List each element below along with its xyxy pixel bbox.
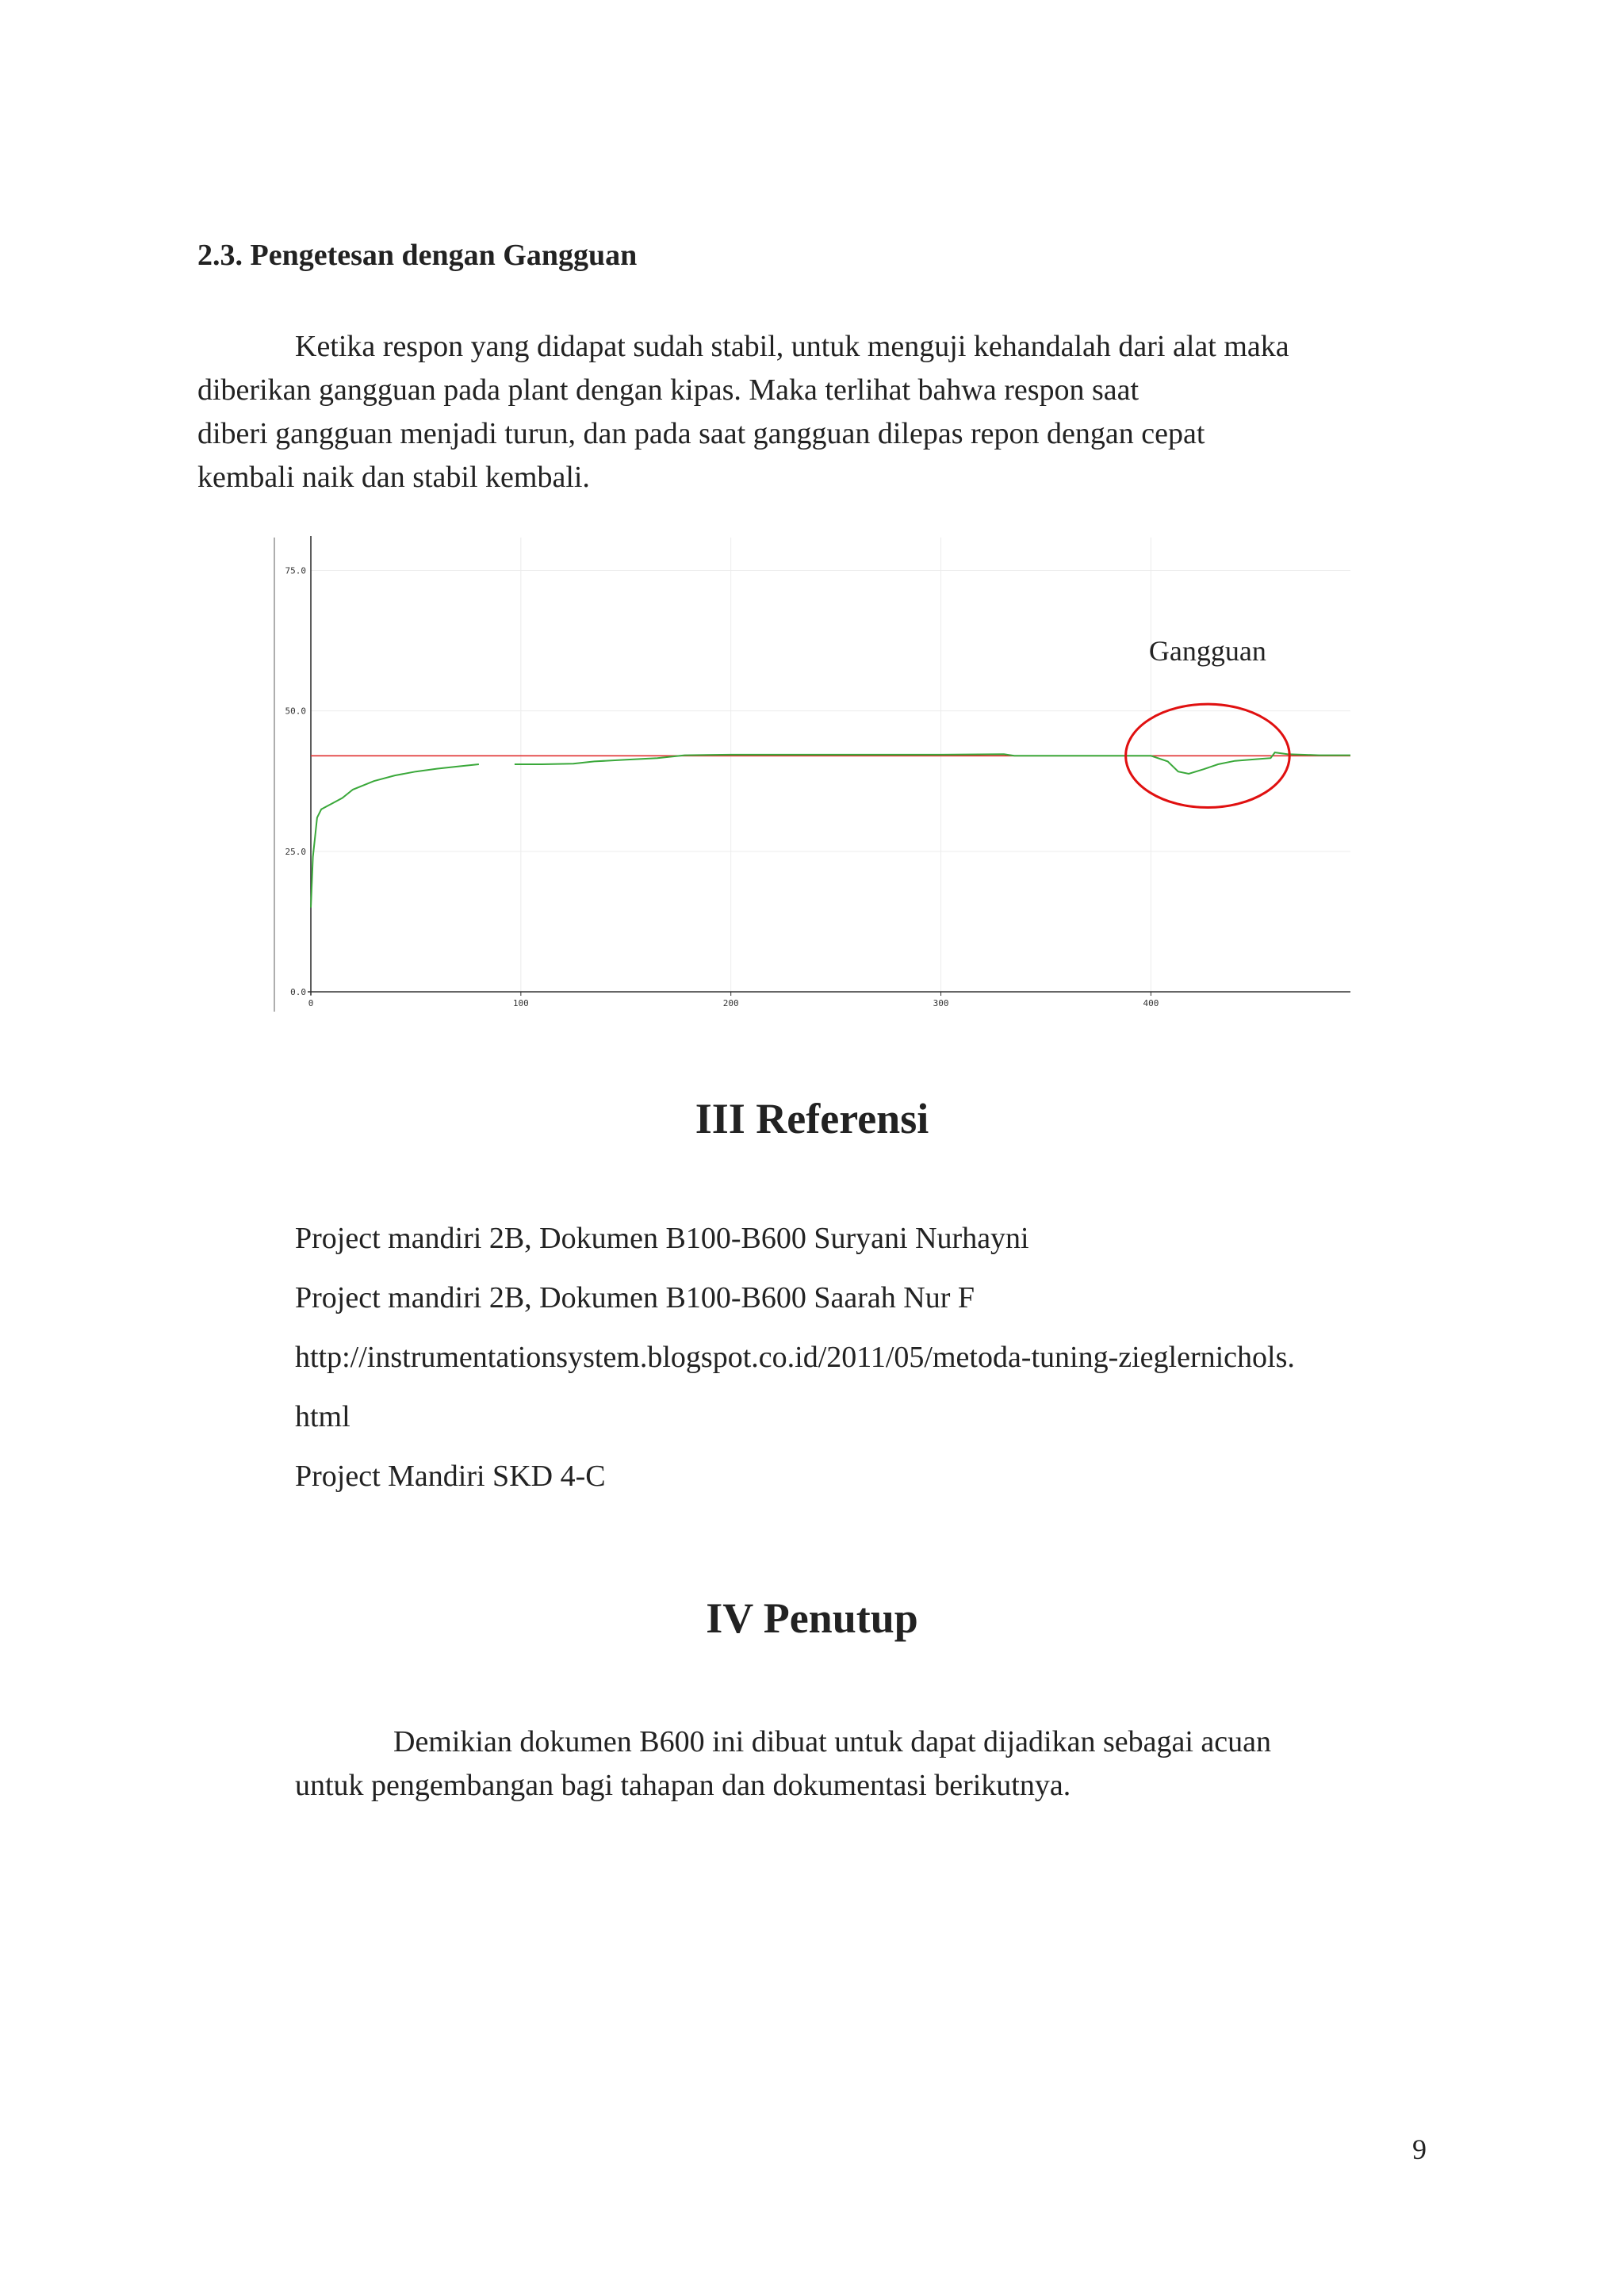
response-chart — [270, 536, 1356, 1024]
reference-item: http://instrumentationsystem.blogspot.co.id/2011/05/metoda-tuning-zieglernichols. — [295, 1341, 1295, 1374]
reference-item: Project Mandiri SKD 4-C — [295, 1460, 606, 1493]
paragraph-line: Ketika respon yang didapat sudah stabil, untuk menguji kehandalah dari alat maka — [295, 330, 1289, 363]
closing-line: Demikian dokumen B600 ini dibuat untuk dapat dijadikan sebagai acuan — [393, 1725, 1272, 1758]
annotation-label: Gangguan — [1148, 634, 1266, 667]
references-heading: III Referensi — [695, 1095, 929, 1142]
reference-item: Project mandiri 2B, Dokumen B100-B600 Saarah Nur F — [295, 1281, 975, 1314]
y-tick-label: 25.0 — [285, 846, 306, 857]
y-tick-label: 50.0 — [285, 706, 306, 717]
section-heading: 2.3. Pengetesan dengan Gangguan — [197, 239, 638, 272]
response-line — [311, 764, 479, 908]
reference-item: Project mandiri 2B, Dokumen B100-B600 Suryani Nurhayni — [295, 1222, 1029, 1255]
paragraph-line: kembali naik dan stabil kembali. — [197, 461, 590, 494]
y-tick-label: 75.0 — [285, 565, 306, 576]
reference-item: html — [295, 1400, 350, 1433]
x-tick-label: 0 — [308, 998, 314, 1008]
x-tick-label: 200 — [722, 998, 739, 1008]
x-tick-label: 300 — [933, 998, 949, 1008]
x-tick-label: 100 — [512, 998, 529, 1008]
closing-line: untuk pengembangan bagi tahapan dan dokumentasi berikutnya. — [295, 1769, 1071, 1802]
closing-heading: IV Penutup — [706, 1594, 918, 1642]
paragraph-line: diberikan gangguan pada plant dengan kipas. Maka terlihat bahwa respon saat — [197, 373, 1139, 407]
x-tick-label: 400 — [1143, 998, 1159, 1008]
chart-svg — [270, 536, 1356, 1024]
y-tick-label: 0.0 — [290, 987, 306, 997]
paragraph-line: diberi gangguan menjadi turun, dan pada saat gangguan dilepas repon dengan cepat — [197, 417, 1205, 450]
page-number: 9 — [1412, 2133, 1427, 2165]
